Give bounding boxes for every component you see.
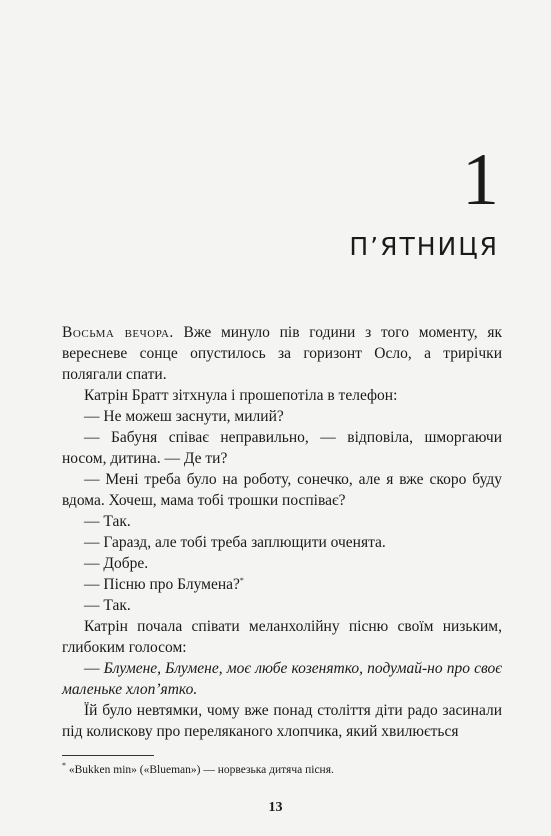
song-dash: — bbox=[84, 660, 104, 677]
song-line bbox=[62, 658, 502, 700]
dialogue-line: — Так. bbox=[84, 513, 131, 530]
dialogue-line: — Не можеш заснути, милий? bbox=[84, 408, 284, 425]
dialogue-line: — Мені треба було на роботу, сонечко, але я вже скоро буду вдома. Хочеш, мама тобі трошки поспіває? bbox=[62, 471, 502, 509]
chapter-title: П’ЯТНИЦЯ bbox=[349, 232, 499, 261]
page-number: 13 bbox=[268, 800, 283, 815]
paragraph: Катрін почала співати меланхолійну пісню своїм низьким, глибоким голосом: bbox=[62, 618, 502, 656]
paragraph-text: Вже минуло пів години з того моменту, як вересневе сонце опустилось за горизонт Осло, а трирічки полягали спати. bbox=[62, 324, 502, 383]
paragraph: Їй було невтямки, чому вже понад століття діти радо засинали під колискову про переляканого хлопчика, який хвилюється bbox=[62, 702, 502, 740]
dialogue-line bbox=[62, 574, 502, 595]
dialogue-line: — Добре. bbox=[84, 555, 149, 572]
footnote-divider bbox=[62, 755, 154, 756]
paragraph: Катрін Братт зітхнула і прошепотіла в телефон: bbox=[84, 387, 398, 404]
dialogue-text: — Пісню про Блумена? bbox=[84, 576, 240, 593]
paragraph bbox=[62, 322, 502, 385]
paragraph-lead: Восьма вечора. bbox=[62, 324, 174, 341]
footnote-text: «Bukken min» («Blueman») — норвезька дитяча пісня. bbox=[68, 764, 334, 776]
footnote bbox=[62, 763, 502, 777]
footnote-reference[interactable]: * bbox=[239, 575, 244, 585]
dialogue-line: — Бабуня співає неправильно, — відповіла, шморгаючи носом, дитина. — Де ти? bbox=[62, 429, 502, 467]
body-text bbox=[62, 322, 502, 742]
chapter-number: 1 bbox=[462, 139, 499, 221]
song-lyrics: Блумене, Блумене, моє любе козенятко, подумай-но про своє маленьке хлоп’ятко. bbox=[62, 660, 502, 698]
dialogue-line: — Так. bbox=[84, 597, 131, 614]
footnote-mark: * bbox=[62, 761, 66, 771]
dialogue-line: — Гаразд, але тобі треба заплющити оченята. bbox=[84, 534, 386, 551]
